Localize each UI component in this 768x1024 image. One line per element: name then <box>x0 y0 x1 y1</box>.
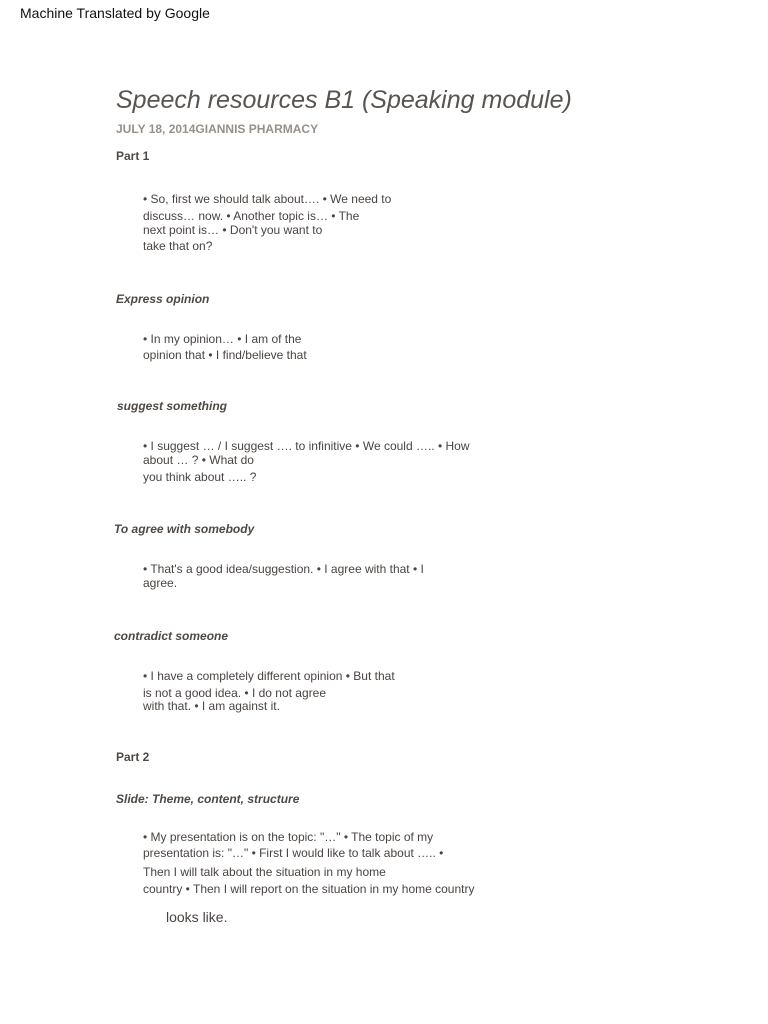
section-line: • That's a good idea/suggestion. • I agree with that • I <box>143 562 424 576</box>
section-line: next point is… • Don't you want to <box>143 223 323 237</box>
section-line: is not a good idea. • I do not agree <box>143 686 326 700</box>
continuation-text: looks like. <box>166 909 228 925</box>
section-line: • I have a completely different opinion • But that <box>143 669 395 683</box>
section-line: presentation is: "…" • First I would like to talk about ….. • <box>143 846 444 860</box>
section-line: • So, first we should talk about…. • We need to <box>143 192 392 206</box>
section-heading-slide: Slide: Theme, content, structure <box>116 792 300 806</box>
section-line: Then I will talk about the situation in my home <box>143 865 386 879</box>
section-heading-agree: To agree with somebody <box>114 522 255 536</box>
section-line: • I suggest … / I suggest …. to infinitive • We could ….. • How <box>143 439 470 453</box>
machine-translation-banner: Machine Translated by Google <box>20 5 210 21</box>
section-line: with that. • I am against it. <box>143 699 280 713</box>
section-line: country • Then I will report on the situation in my home country <box>143 882 475 896</box>
section-heading-suggest-something: suggest something <box>117 399 228 413</box>
section-line: • My presentation is on the topic: "…" • The topic of my <box>143 830 434 844</box>
section-line: you think about ….. ? <box>143 470 257 484</box>
section-line: opinion that • I find/believe that <box>143 348 307 362</box>
section-line: about … ? • What do <box>143 453 254 467</box>
section-line: discuss… now. • Another topic is… • The <box>143 209 360 223</box>
section-heading-part-1: Part 1 <box>116 149 150 163</box>
section-heading-express-opinion: Express opinion <box>116 292 210 306</box>
section-line: take that on? <box>143 239 213 253</box>
section-heading-contradict: contradict someone <box>114 629 229 643</box>
section-line: • In my opinion… • I am of the <box>143 332 302 346</box>
article-title: Speech resources B1 (Speaking module) <box>116 86 572 114</box>
section-heading-part-2: Part 2 <box>116 750 150 764</box>
article-dateline: JULY 18, 2014GIANNIS PHARMACY <box>116 122 319 136</box>
section-line: agree. <box>143 576 178 590</box>
